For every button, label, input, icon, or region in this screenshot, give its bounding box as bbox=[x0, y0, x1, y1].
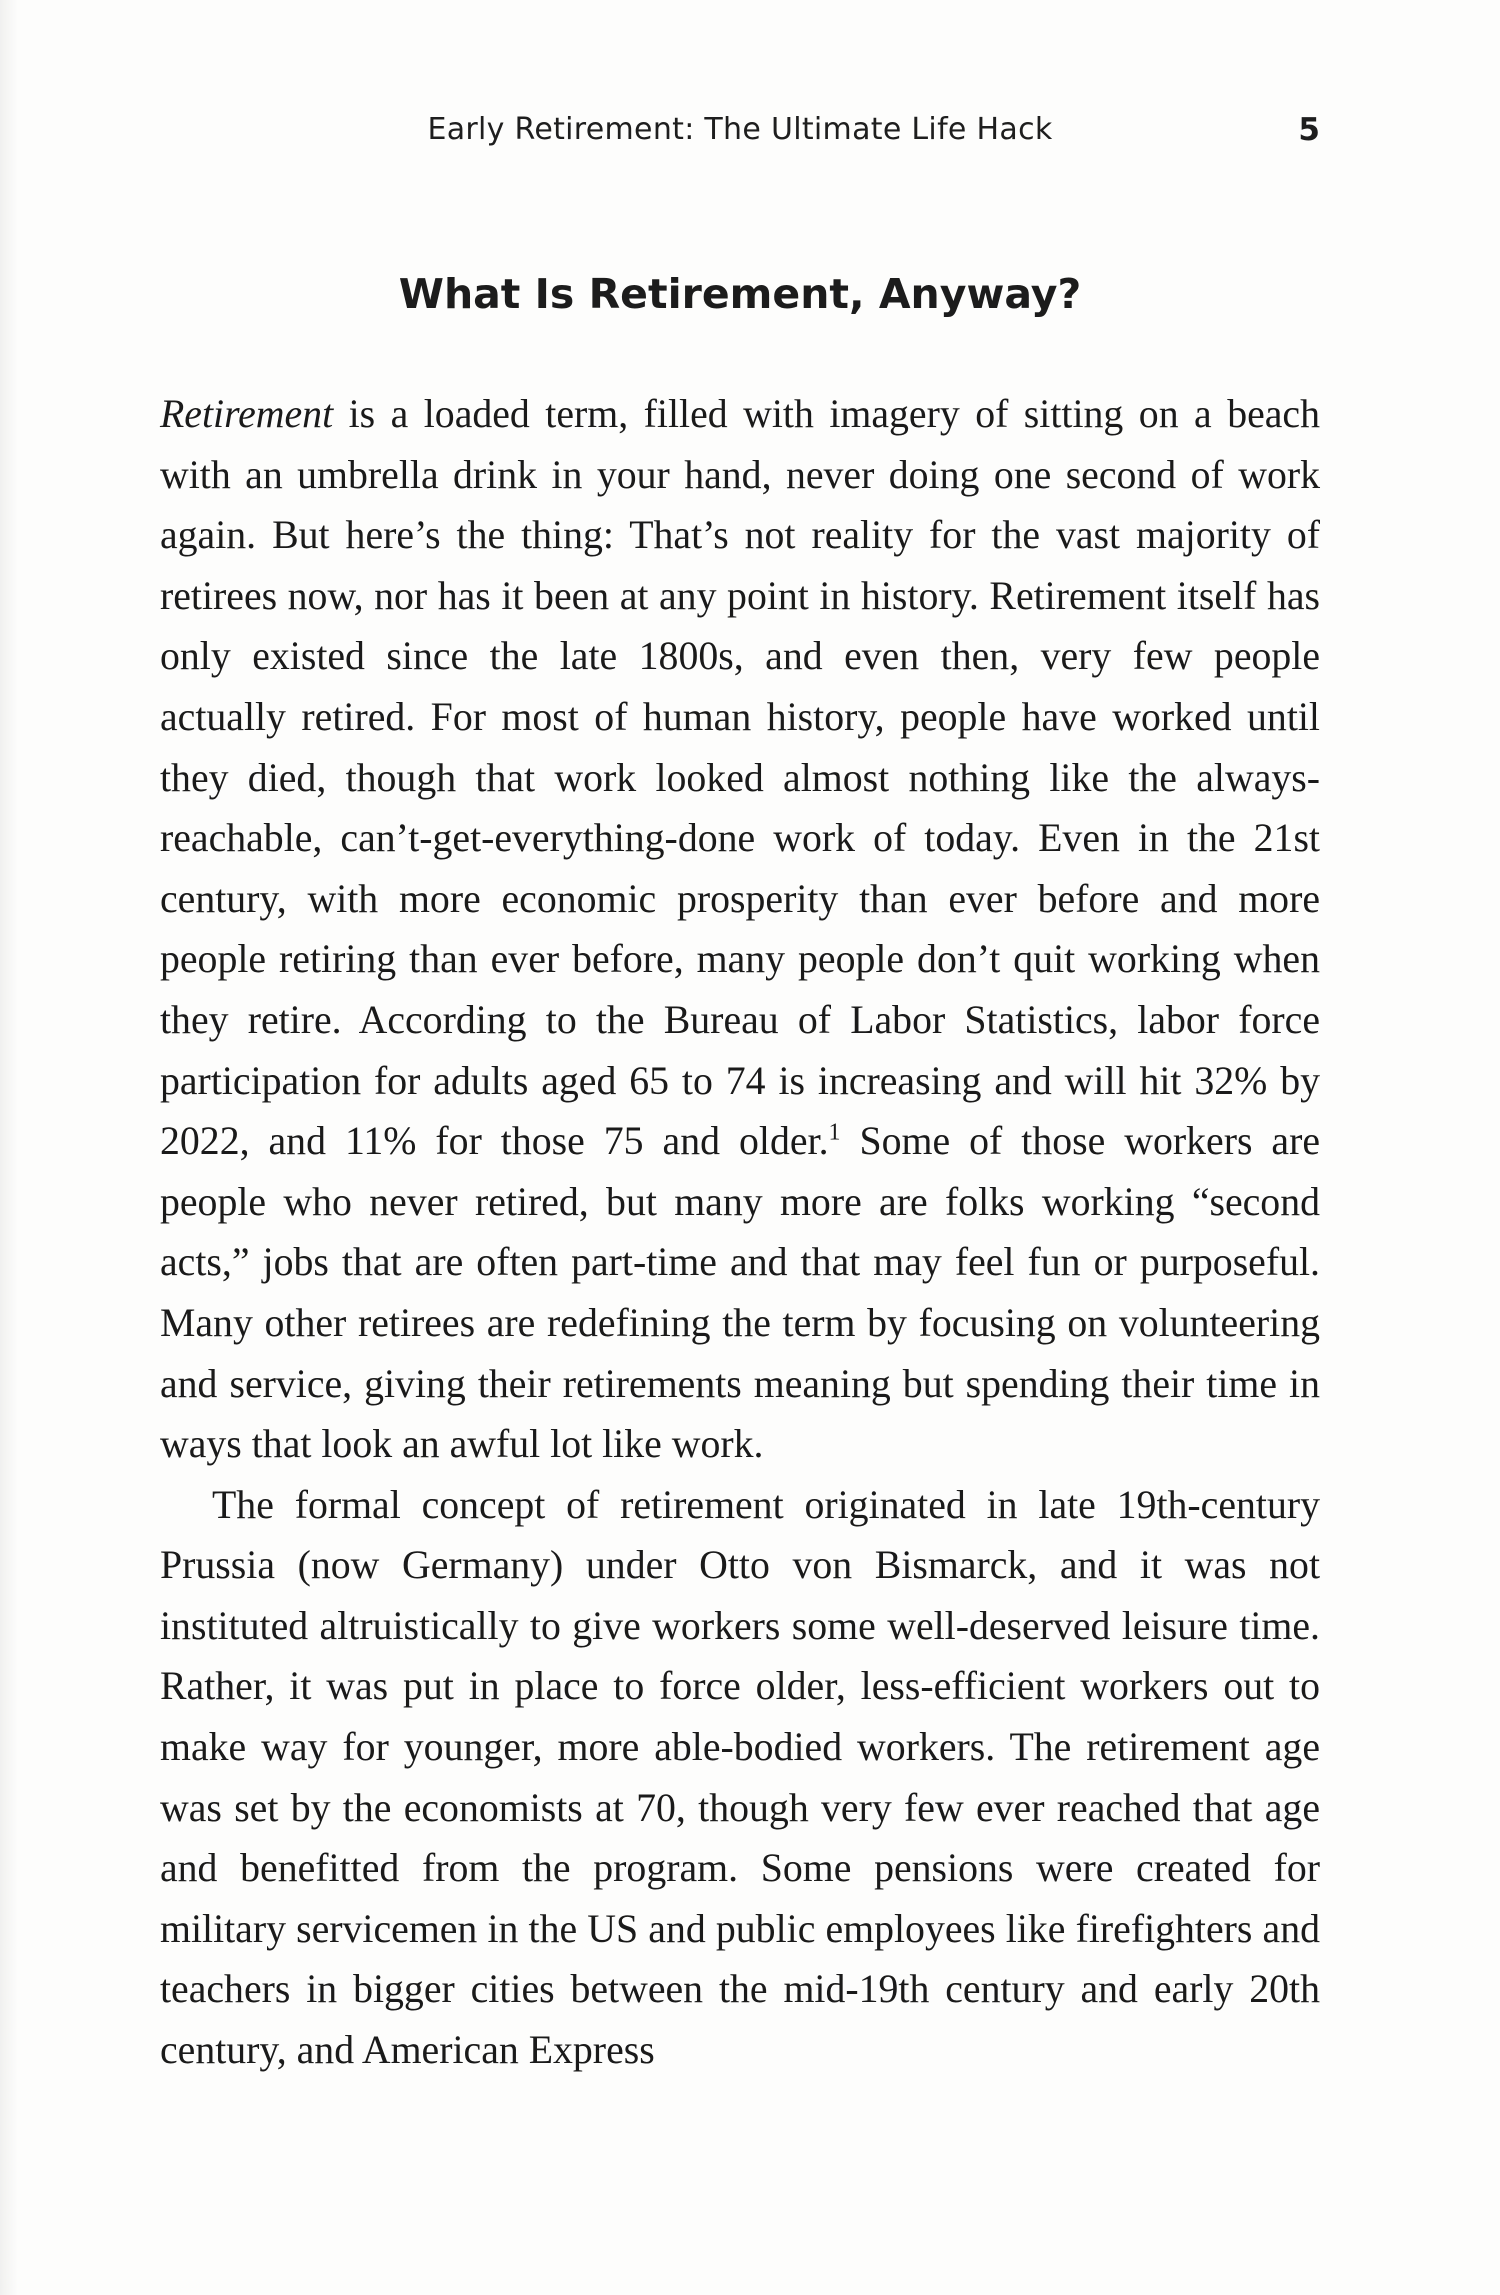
section-heading: What Is Retirement, Anyway? bbox=[398, 270, 1082, 318]
paragraph-1-text-a: is a loaded term, filled with imagery of sitting on a beach with an umbrella drink in your hand, never doing one second of work again. But here’s the thing: That’s not reality for the vast majority of retirees now, nor has it been at any point in history. Retirement itself has only existed since the late 1800s, and even then, very few people actually retired. For most of human history, people have worked until they died, though that work looked almost nothing like the always-reachable, can’t-get-everything-done work of today. Even in the 21st century, with more economic prosperity than ever before and more people retiring than ever before, many people don’t quit working when they retire. According to the Bureau of Labor Statistics, labor force participation for adults aged 65 to 74 is increasing and will hit 32% by 2022, and 11% for those 75 and older. bbox=[160, 392, 1320, 1164]
body-text bbox=[160, 384, 1320, 2081]
page-fold-shadow bbox=[0, 0, 18, 2295]
paragraph-1-lead-italic: Retirement bbox=[160, 392, 334, 436]
paragraph-1-text-b: Some of those workers are people who never retired, but many more are folks working “second acts,” jobs that are often part-time and that may feel fun or purposeful. Many other retirees are redefining the term by focusing on volunteering and service, giving their retirements meaning but spending their time in ways that look an awful lot like work. bbox=[160, 1119, 1321, 1467]
running-head-title: Early Retirement: The Ultimate Life Hack bbox=[427, 112, 1053, 147]
running-head bbox=[160, 108, 1320, 152]
paragraph-1 bbox=[160, 384, 1320, 1475]
page-number: 5 bbox=[1298, 112, 1320, 148]
footnote-reference: 1 bbox=[828, 1119, 841, 1146]
paragraph-2: The formal concept of retirement originated in late 19th-century Prussia (now Germany) under Otto von Bismarck, and it was not instituted altruistically to give workers some well-deserved leisure time. Rather, it was put in place to force older, less-efficient workers out to make way for younger, more able-bodied workers. The retirement age was set by the economists at 70, though very few ever reached that age and benefitted from the program. Some pensions were created for military servicemen in the US and public employees like firefighters and teachers in bigger cities between the mid-19th century and early 20th century, and American Express bbox=[160, 1482, 1320, 2073]
